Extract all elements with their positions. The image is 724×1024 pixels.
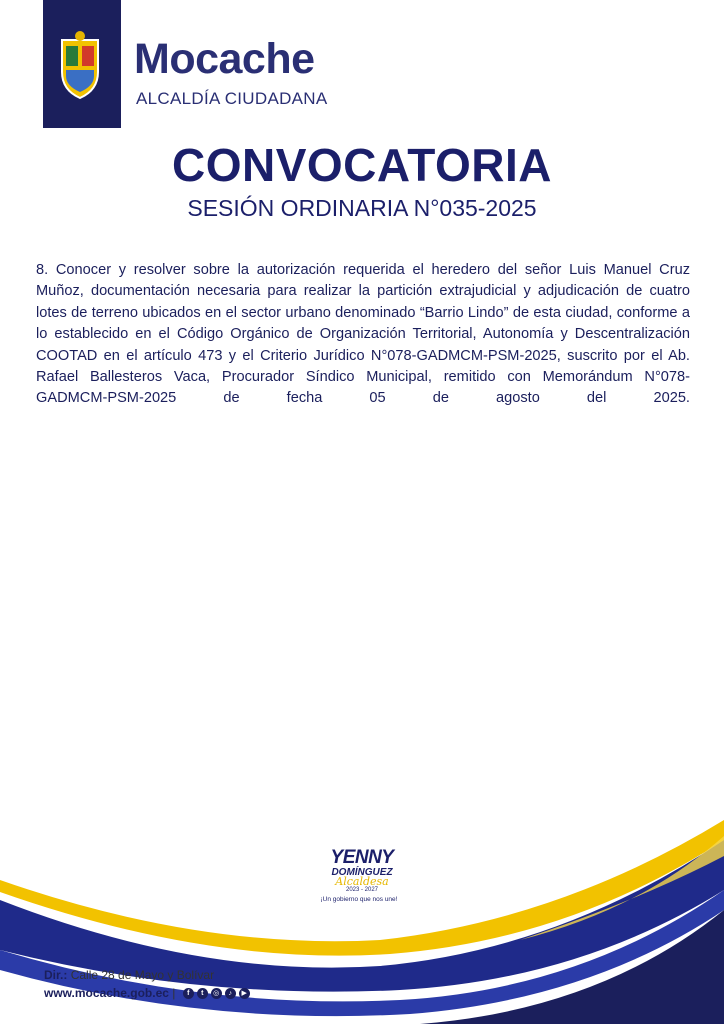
brand-subtitle: ALCALDÍA CIUDADANA (136, 89, 328, 108)
address-text: Calle 28 de Mayo y Bolívar (70, 968, 215, 982)
mayor-name-first: YENNY (330, 847, 394, 868)
footer-address-line (44, 966, 250, 984)
tiktok-icon[interactable]: ♪ (225, 988, 236, 999)
facebook-icon[interactable]: f (183, 988, 194, 999)
instagram-icon[interactable]: ◎ (211, 988, 222, 999)
municipal-crest-icon (56, 30, 104, 102)
social-icons (183, 988, 250, 999)
youtube-icon[interactable]: ▶ (239, 988, 250, 999)
mayor-signature: Alcaldesa (335, 875, 389, 888)
mayor-logo (312, 848, 412, 904)
website-link[interactable]: www.mocache.gob.ec (44, 986, 169, 1000)
brand-name: Mocache (134, 35, 315, 83)
mayor-term-years: 2023 - 2027 (345, 887, 379, 893)
page-title: CONVOCATORIA (172, 139, 552, 191)
footer-separator: | (172, 986, 176, 1000)
footer-contact (44, 966, 250, 1002)
footer-website-line (44, 984, 250, 1002)
session-subtitle: SESIÓN ORDINARIA N°035-2025 (187, 195, 537, 221)
mayor-slogan: ¡Un gobierno que nos une! (320, 896, 398, 904)
mayor-name-last: DOMÍNGUEZ (331, 867, 393, 878)
agenda-item-paragraph: 8. Conocer y resolver sobre la autorización requerida el heredero del señor Luis Manuel Cruz Muñoz, documentación necesaria para realizar la partición extrajudicial y adjudicación de cuatro lotes de terreno ubicados en el sector urbano denominado “Barrio Lindo” de esta ciudad, conforme a lo establecido en el Código Orgánico de Organización Territorial, Autonomía y Descentralización COOTAD en el artículo 473 y el Criterio Jurídico N°078-GADMCM-PSM-2025, suscrito por el Ab. Rafael Ballesteros Vaca, Procurador Síndico Municipal, remitido con Memorándum N°078-GADMCM-PSM-2025 de fecha 05 de agosto del 2025. (36, 262, 690, 407)
address-label: Dir.: (44, 968, 68, 982)
twitter-icon[interactable]: t (197, 988, 208, 999)
